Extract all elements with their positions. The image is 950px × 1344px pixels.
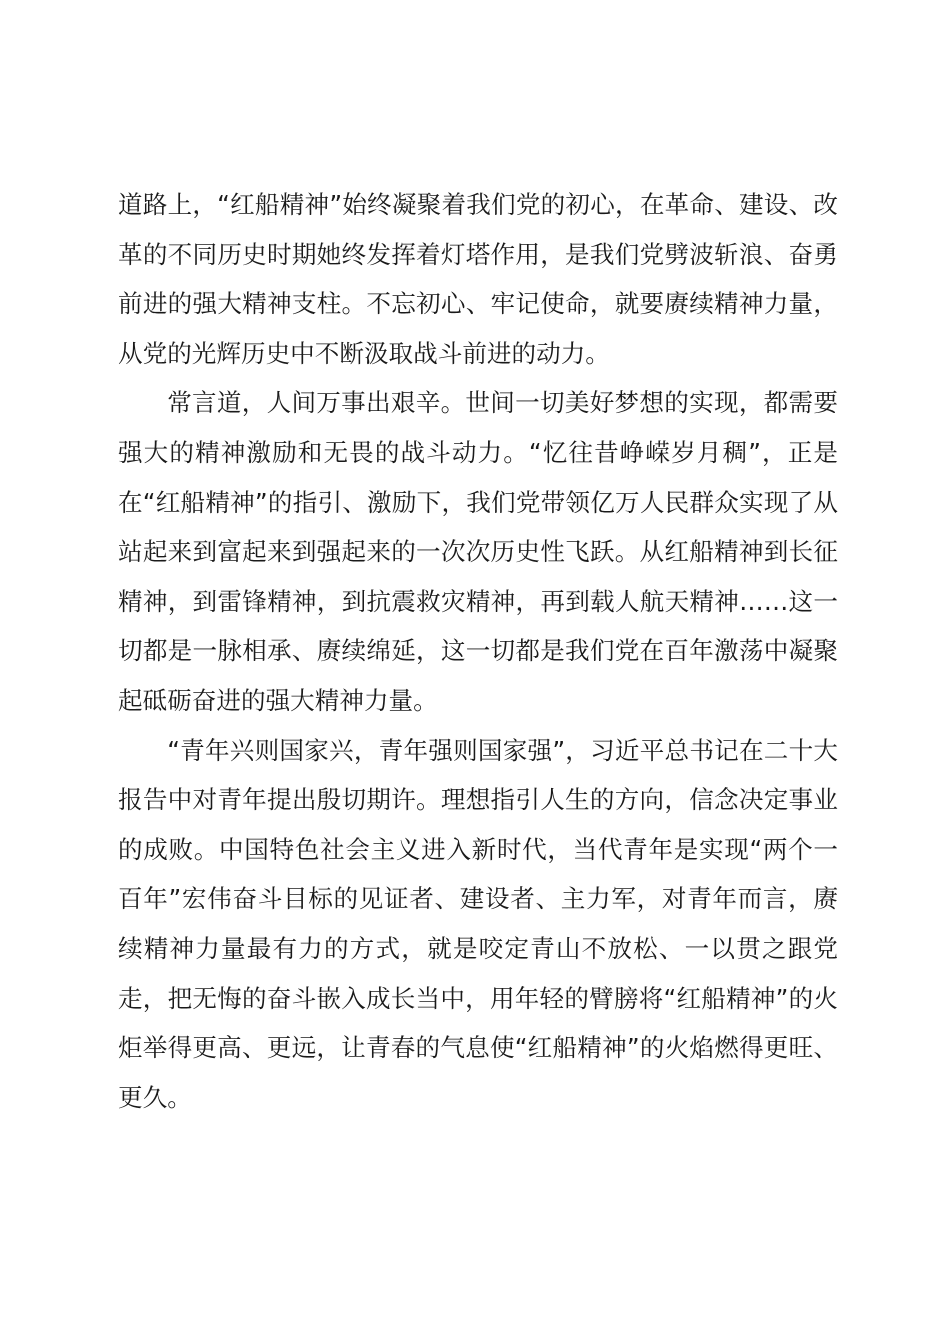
paragraph-1: 道路上，“红船精神”始终凝聚着我们党的初心，在革命、建设、改革的不同历史时期她终发挥着灯塔作用，是我们党劈波斩浪、奋勇前进的强大精神支柱。不忘初心、牢记使命，就要赓续精神力量，从党的光辉历史中不断汲取战斗前进的动力。 bbox=[118, 190, 838, 368]
paragraph-3: “青年兴则国家兴，青年强则国家强”，习近平总书记在二十大报告中对青年提出殷切期许。理想指引人生的方向，信念决定事业的成败。中国特色社会主义进入新时代，当代青年是实现“两个一百年”宏伟奋斗目标的见证者、建设者、主力军，对青年而言，赓续精神力量最有力的方式，就是咬定青山不放松、一以贯之跟党走，把无悔的奋斗嵌入成长当中，用年轻的臂膀将“红船精神”的火炬举得更高、更远，让青春的气息使“红船精神”的火焰燃得更旺、更久。 bbox=[118, 735, 838, 1112]
paragraph-2: 常言道，人间万事出艰辛。世间一切美好梦想的实现，都需要强大的精神激励和无畏的战斗动力。“忆往昔峥嵘岁月稠”，正是在“红船精神”的指引、激励下，我们党带领亿万人民群众实现了从站起来到富起来到强起来的一次次历史性飞跃。从红船精神到长征精神，到雷锋精神，到抗震救灾精神，再到载人航天精神……这一切都是一脉相承、赓续绵延，这一切都是我们党在百年激荡中凝聚起砥砺奋进的强大精神力量。 bbox=[118, 388, 838, 715]
document-body bbox=[118, 180, 838, 1122]
